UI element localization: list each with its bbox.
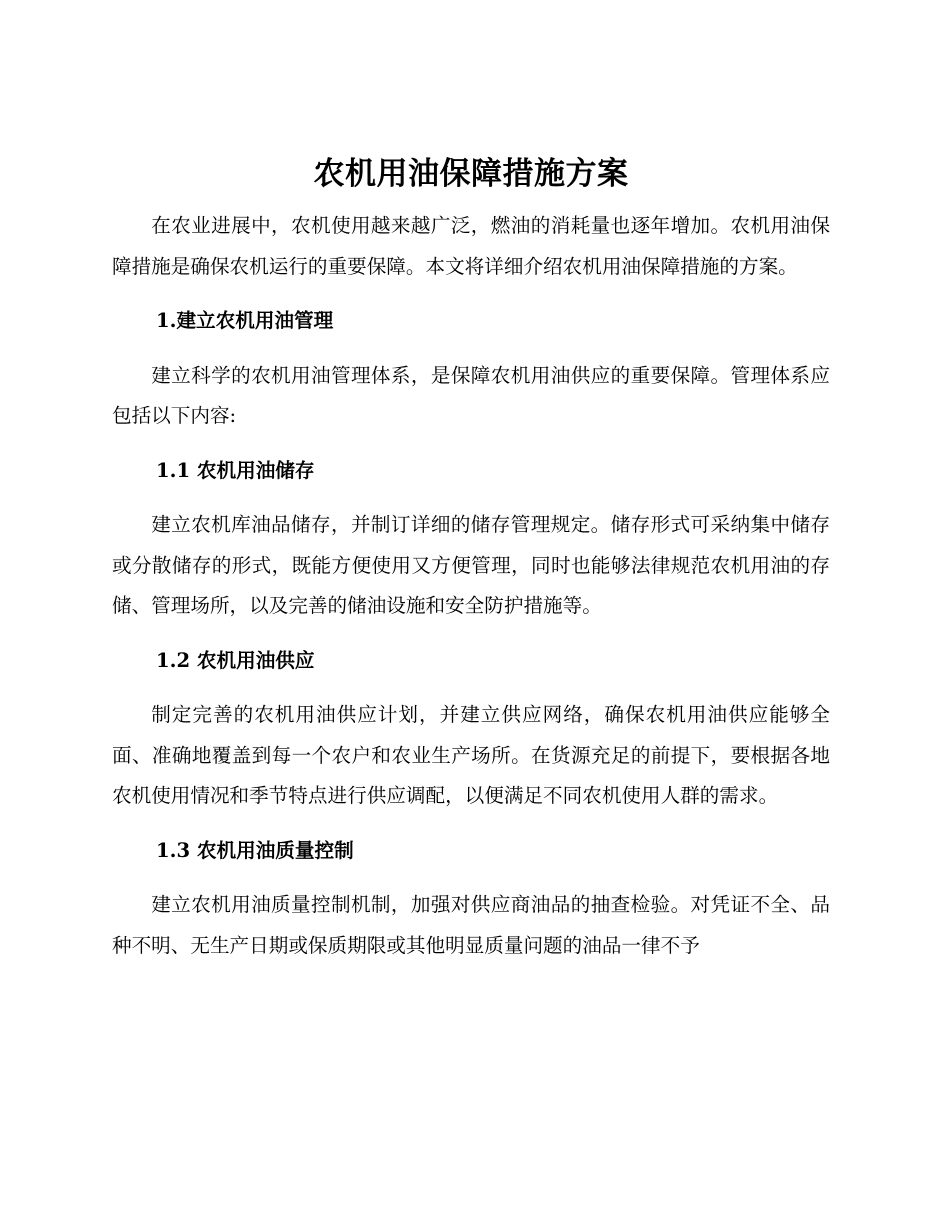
section-heading-1-2: 1.2 农机用油供应: [156, 648, 315, 672]
document-title: 农机用油保障措施方案: [313, 156, 629, 192]
section-heading-1-3: 1.3 农机用油质量控制: [156, 838, 354, 862]
section-heading-1-1: 1.1 农机用油储存: [156, 458, 315, 482]
section-body-1-2: 制定完善的农机用油供应计划，并建立供应网络，确保农机用油供应能够全面、准确地覆盖到每一个农户和农业生产场所。在货源充足的前提下，要根据各地农机使用情况和季节特点进行供应调配，以便满足不同农机使用人群的需求。: [112, 703, 830, 807]
section-heading-1: 1.建立农机用油管理: [156, 309, 334, 332]
section-body-1: 建立科学的农机用油管理体系，是保障农机用油供应的重要保障。管理体系应包括以下内容:: [112, 363, 830, 427]
section-body-1-1: 建立农机库油品储存，并制订详细的储存管理规定。储存形式可采纳集中储存或分散储存的形式，既能方便使用又方便管理，同时也能够法律规范农机用油的存储、管理场所，以及完善的储油设施和安全防护措施等。: [112, 513, 830, 617]
intro-paragraph: 在农业进展中，农机使用越来越广泛，燃油的消耗量也逐年增加。农机用油保障措施是确保农机运行的重要保障。本文将详细介绍农机用油保障措施的方案。: [112, 214, 830, 278]
section-body-1-3: 建立农机用油质量控制机制，加强对供应商油品的抽查检验。对凭证不全、品种不明、无生产日期或保质期限或其他明显质量问题的油品一律不予: [112, 893, 830, 957]
